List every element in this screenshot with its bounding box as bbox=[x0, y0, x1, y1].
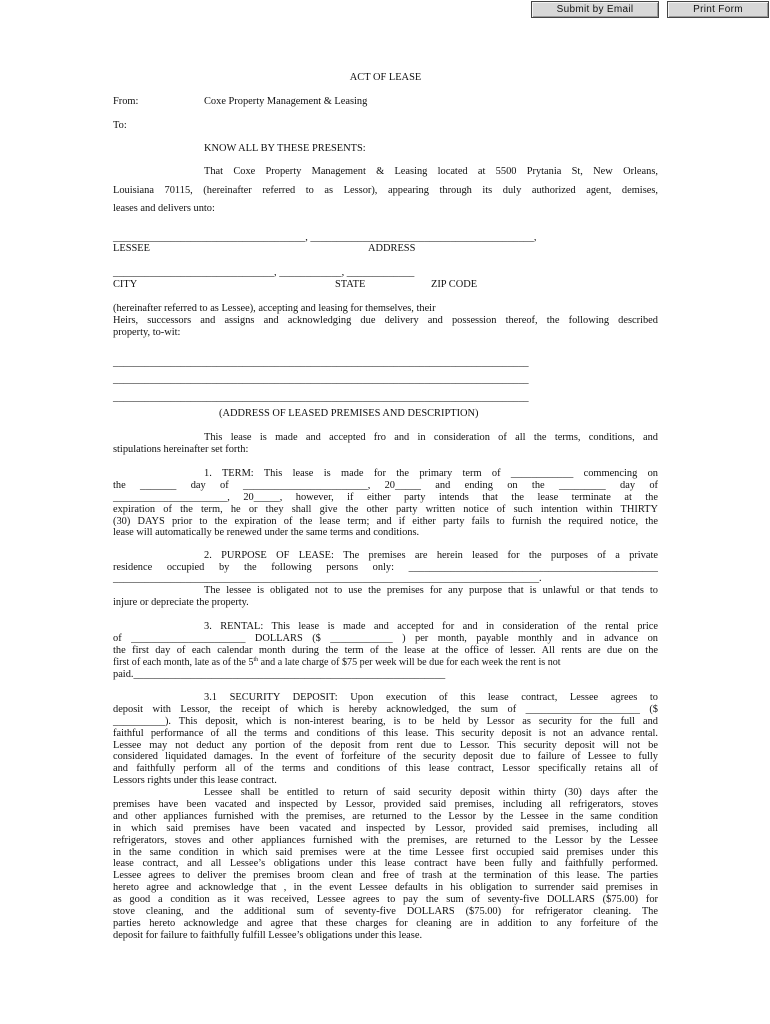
consideration-line: stipulations hereinafter set forth: bbox=[113, 444, 249, 455]
city-state-zip-blank[interactable]: _______________________________, ____________, _____________ bbox=[113, 267, 415, 278]
premises-blank[interactable]: ________________________________________________________________________________ bbox=[113, 392, 529, 403]
deposit-return-line: Lessee agrees to deliver the premises broom clean and free of trash at the termination of this lease. The parties bbox=[113, 870, 658, 881]
security-deposit-line: 3.1 SECURITY DEPOSIT: Upon execution of this lease contract, Lessee agrees to bbox=[204, 692, 658, 703]
deposit-return-line: as good a condition as it was received, Lessee agrees to pay the sum of seventy-five DOLLARS ($75.00) for bbox=[113, 894, 658, 905]
know-all-heading: KNOW ALL BY THESE PRESENTS: bbox=[204, 143, 366, 154]
print-form-button[interactable]: Print Form bbox=[667, 1, 769, 18]
consideration-line: This lease is made and accepted fro and in consideration of all the terms, conditions, and bbox=[204, 432, 658, 443]
term-clause-line: expiration of the term, he or they shall give the other party written notice of such intention within THIRTY bbox=[113, 504, 658, 515]
purpose-clause-line: residence occupied by the following persons only: ________________________________________________ bbox=[113, 562, 658, 573]
purpose-clause-line: The lessee is obligated not to use the premises for any purpose that is unlawful or that tends to bbox=[204, 585, 658, 596]
deposit-return-line: and other appliances furnished with the premises, are returned to the Lessor by the Lessee in the same condition bbox=[113, 811, 658, 822]
deposit-return-line: lease contract, and all Lessee’s obligations under this lease contract have been fully and faithfully performed. bbox=[113, 858, 658, 869]
rental-clause-line: of ______________________ DOLLARS ($ ____________ ) per month, payable monthly and in advance on bbox=[113, 633, 658, 644]
rental-clause-line: the first day of each calendar month during the term of the lease at the office of lesser. All rents are due on the bbox=[113, 645, 658, 656]
intro-line: Louisiana 70115, (hereinafter referred to as Lessor), appearing through its duly authorized agent, demises, bbox=[113, 185, 658, 196]
zip-label: ZIP CODE bbox=[431, 279, 478, 290]
term-clause-line: the _______ day of ________________________, 20_____ and ending on the _________ day of bbox=[113, 480, 658, 491]
purpose-clause-line: __________________________________________________________________________________. bbox=[113, 573, 542, 584]
deposit-return-line: stove cleaning, and the additional sum of seventy-five DOLLARS ($75.00) for refrigerator cleaning. The bbox=[113, 906, 658, 917]
security-deposit-line: Lessors rights under this lease contract. bbox=[113, 775, 277, 786]
deposit-return-line: refrigerators, stoves and other appliances furnished with the premises, are returned to the Lessor by the Lessee bbox=[113, 835, 658, 846]
purpose-clause-line: injure or depreciate the property. bbox=[113, 597, 249, 608]
premises-blank[interactable]: ________________________________________________________________________________ bbox=[113, 357, 529, 368]
term-clause-line: ______________________, 20_____, however, if either party intends that the lease terminate at the bbox=[113, 492, 658, 503]
lessee-paragraph: property, to-wit: bbox=[113, 327, 181, 338]
security-deposit-line: deposit with Lessor, the receipt of which is hereby acknowledged, the sum of ______________________ ($ bbox=[113, 704, 658, 715]
deposit-return-line: premises have been vacated and inspected by Lessor, provided said premises, including all refrigerators, stoves bbox=[113, 799, 658, 810]
lessee-paragraph: (hereinafter referred to as Lessee), accepting and leasing for themselves, their bbox=[113, 303, 436, 314]
deposit-return-line: deposit for failure to faithfully fulfill Lessee’s obligations under this lease. bbox=[113, 930, 423, 941]
purpose-clause-line: 2. PURPOSE OF LEASE: The premises are herein leased for the purposes of a private bbox=[204, 550, 658, 561]
deposit-return-line: hereto agree and acknowledge that , in the event Lessee defaults in his obligation to surrender said premises in bbox=[113, 882, 658, 893]
rental-clause-line: first of each month, late as of the 5th and a late charge of $75 per week will be due for each week the rent is not bbox=[113, 657, 561, 668]
rental-clause-line: 3. RENTAL: This lease is made and accepted for and in consideration of the rental price bbox=[204, 621, 658, 632]
rental-clause-line: paid.____________________________________________________________ bbox=[113, 669, 446, 680]
security-deposit-line: faithful performance of all the terms and conditions of this lease. This security deposit is not an advance rental. bbox=[113, 728, 658, 739]
state-label: STATE bbox=[335, 279, 366, 290]
security-deposit-line: __________). This deposit, which is non-interest bearing, is to be held by Lessor as security for the full and bbox=[113, 716, 658, 727]
submit-by-email-button[interactable]: Submit by Email bbox=[531, 1, 659, 18]
address-label: ADDRESS bbox=[368, 243, 416, 254]
city-label: CITY bbox=[113, 279, 138, 290]
deposit-return-line: in which said premises have been vacated and inspected by Lessor, provided said premises, including all bbox=[113, 823, 658, 834]
deposit-return-line: Lessee shall be entitled to return of said security deposit within thirty (30) days after the bbox=[204, 787, 658, 798]
premises-blank[interactable]: ________________________________________________________________________________ bbox=[113, 374, 529, 385]
lessee-address-blank[interactable]: _____________________________________, ___________________________________________, bbox=[113, 232, 537, 243]
from-value: Coxe Property Management & Leasing bbox=[204, 96, 368, 107]
security-deposit-line: considered liquidated damages. In the event of forfeiture of the security deposit due to failure of Lessee to fully bbox=[113, 751, 658, 762]
intro-line: That Coxe Property Management & Leasing located at 5500 Prytania St, New Orleans, bbox=[204, 166, 658, 177]
from-label: From: bbox=[113, 96, 139, 107]
deposit-return-line: in the same condition in which said premises were at the time Lessee first occupied said premises under this bbox=[113, 847, 658, 858]
term-clause-line: 1. TERM: This lease is made for the primary term of ____________ commencing on bbox=[204, 468, 658, 479]
term-clause-line: (30) DAYS prior to the expiration of the lease term; and if either party fails to furnish the required notice, the bbox=[113, 516, 658, 527]
lessee-label: LESSEE bbox=[113, 243, 150, 254]
premises-caption: (ADDRESS OF LEASED PREMISES AND DESCRIPTION) bbox=[219, 408, 479, 419]
to-label: To: bbox=[113, 120, 127, 131]
security-deposit-line: and faithfully perform all of the terms and conditions of this lease contract, Lessor specifically retains all of bbox=[113, 763, 658, 774]
lessee-paragraph: Heirs, successors and assigns and acknowledging due delivery and possession thereof, the following described bbox=[113, 315, 658, 326]
intro-line: leases and delivers unto: bbox=[113, 203, 215, 214]
document-title: ACT OF LEASE bbox=[349, 72, 422, 83]
deposit-return-line: parties hereto acknowledge and agree that these charges for cleaning are in addition to any forfeiture of the bbox=[113, 918, 658, 929]
security-deposit-line: Lessee may not deduct any portion of the deposit from rent due to Lessor. This security deposit will not be bbox=[113, 740, 658, 751]
term-clause-line: lease will automatically be renewed under the same terms and conditions. bbox=[113, 527, 420, 538]
